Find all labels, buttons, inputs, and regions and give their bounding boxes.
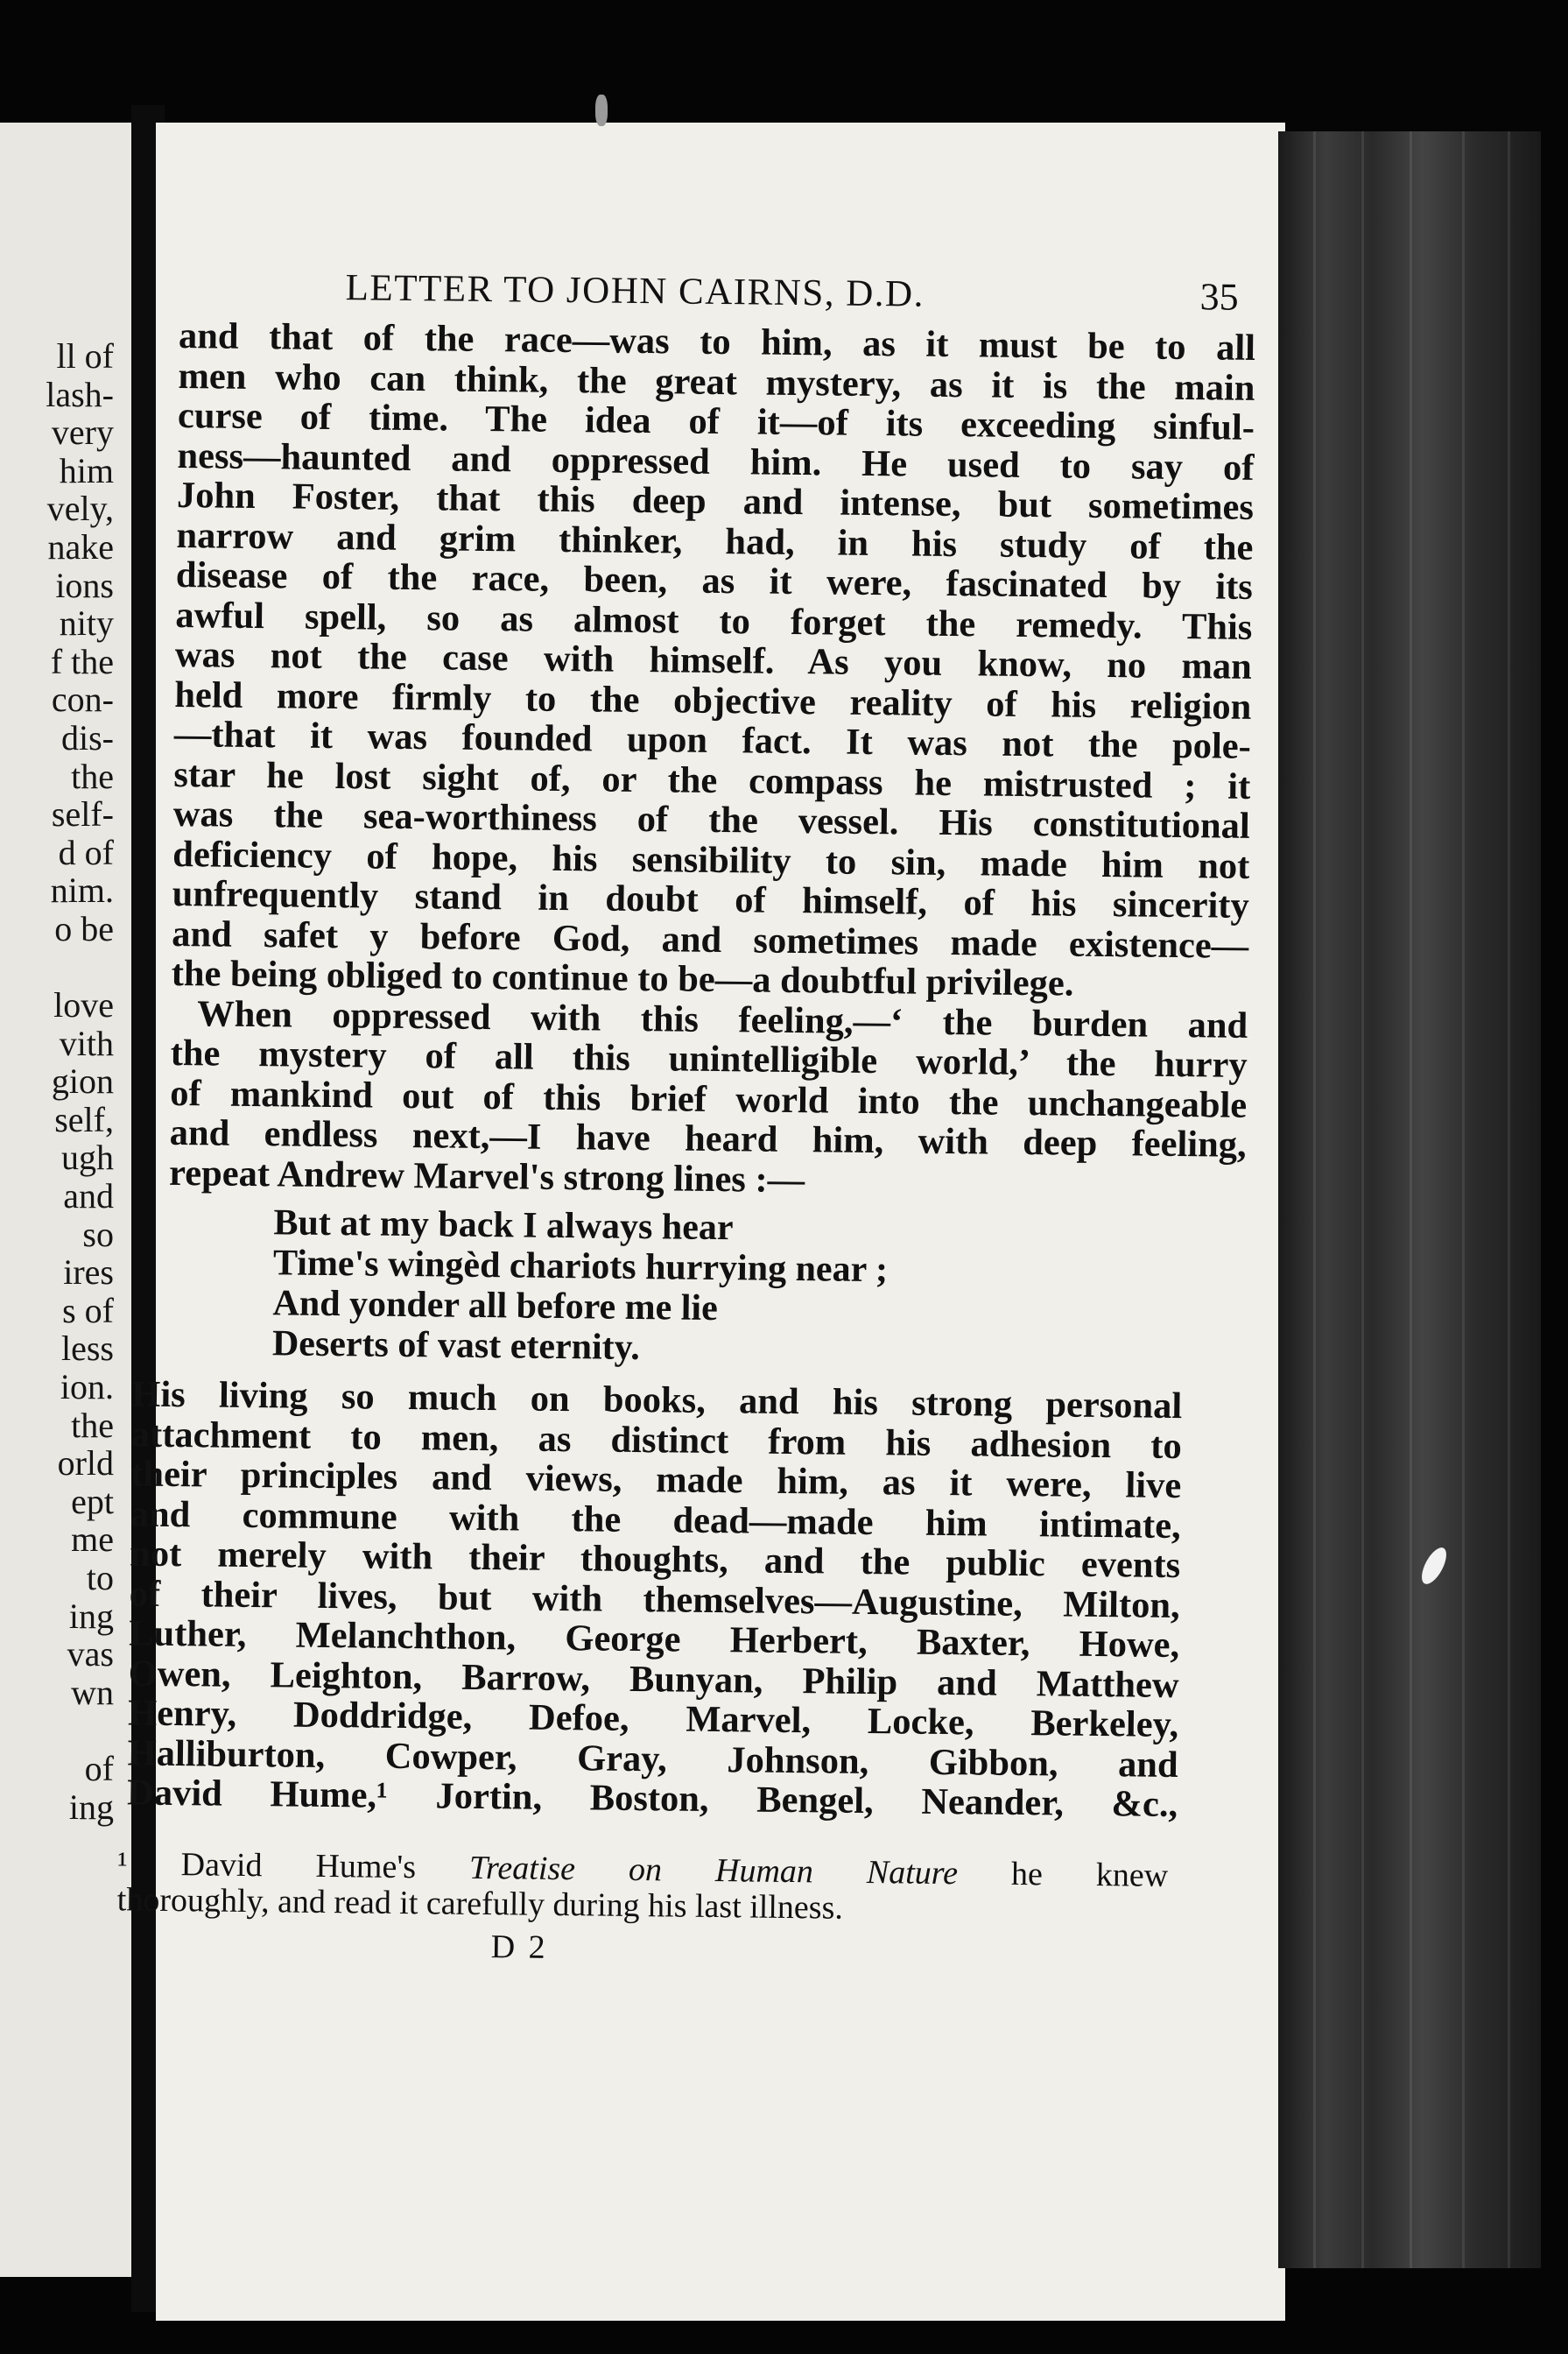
left-page-fragment: so — [82, 1214, 114, 1254]
para1-line: unfrequently stand in doubt of himself, of his sincerity — [172, 872, 1250, 927]
para1-line: and that of the race—was to him, as it must be to all — [178, 314, 1256, 369]
para2-line: of mankind out of this brief world into the unchangeable — [169, 1072, 1248, 1126]
left-page-fragment: ll of — [56, 336, 114, 376]
left-page-fragment: d of — [58, 832, 114, 872]
verse-quotation — [167, 1202, 1246, 1375]
left-page-fragment: vas — [67, 1634, 114, 1674]
left-page-fragment: ions — [55, 565, 114, 605]
para3-line: Owen, Leighton, Barrow, Bunyan, Philip and Matthew — [128, 1652, 1179, 1706]
para2-line: When oppressed with this feeling,—‘ the burden and — [197, 992, 1248, 1047]
left-page-fragment: gion — [51, 1061, 114, 1102]
paragraph-2 — [169, 993, 1248, 1204]
para3-line: attachment to men, as distinct from his adhesion to — [130, 1413, 1183, 1467]
left-page-fragment: s of — [62, 1290, 114, 1330]
left-page-fragment: nake — [47, 526, 114, 567]
left-page-fragment: lash- — [46, 374, 114, 414]
para3-line: of their lives, but with themselves—Augustine, Milton, — [129, 1572, 1180, 1626]
para1-line: was not the case with himself. As you know, no man — [174, 633, 1253, 687]
left-page-fragment: nim. — [50, 870, 114, 911]
para1-line: held more firmly to the objective reality of his religion — [174, 673, 1252, 728]
para1-line: men who can think, the great mystery, as it is the main — [178, 355, 1255, 409]
para1-line: the being obliged to continue to be—a doubtful privilege. — [171, 952, 1074, 1004]
verse-line: But at my back I always hear — [273, 1202, 734, 1249]
left-page-fragment: con- — [51, 680, 114, 720]
page-number: 35 — [1199, 275, 1239, 319]
para1-line: ness—haunted and oppressed him. He used to say of — [177, 434, 1255, 489]
para1-line: narrow and grim thinker, had, in his study of the — [176, 514, 1254, 568]
left-page-fragment: of — [84, 1748, 114, 1788]
left-page-fragment: self, — [54, 1099, 114, 1139]
left-page-fragment: the — [71, 1405, 114, 1445]
left-page-fragment: ugh — [61, 1138, 114, 1178]
footnote-line-1: ¹ David Hume's Treatise on Human Nature he knew — [117, 1844, 1169, 1894]
left-page-fragment: self- — [51, 794, 114, 835]
footnote-line-2: thoroughly, and read it carefully during his last illness. — [116, 1880, 844, 1927]
paragraph-1 — [172, 316, 1256, 1005]
left-page-fragment: o be — [54, 908, 114, 948]
left-page-fragment: nity — [59, 603, 114, 644]
left-page-fragment: f the — [50, 641, 114, 681]
left-page-fragment: orld — [57, 1443, 114, 1484]
left-page-fragment — [0, 948, 114, 987]
page-edges — [1278, 131, 1541, 2268]
left-page-fragment: vith — [59, 1023, 114, 1063]
left-page-fragment: love — [53, 985, 114, 1025]
paragraph-3 — [127, 1374, 1183, 1824]
para3-line: David Hume,¹ Jortin, Boston, Bengel, Neander, &c., — [126, 1772, 1178, 1826]
left-page-fragments — [0, 337, 114, 1826]
para1-line: —that it was founded upon fact. It was not the pole- — [173, 713, 1252, 767]
left-page-fragment: him — [59, 450, 114, 490]
para1-line: awful spell, so as almost to forget the remedy. This — [175, 594, 1253, 648]
para1-line: John Foster, that this deep and intense, but sometimes — [176, 474, 1255, 528]
para2-line: the mystery of all this unintelligible world,’ the hurry — [170, 1032, 1248, 1086]
para3-line: and commune with the dead—made him intimate, — [130, 1492, 1181, 1547]
left-facing-page — [0, 123, 131, 2277]
para1-line: disease of the race, been, as it were, fascinated by its — [175, 553, 1254, 608]
left-page-fragment — [0, 1711, 114, 1750]
left-page-fragment: wn — [71, 1672, 114, 1712]
left-page-fragment: vely, — [46, 489, 114, 529]
left-page-fragment: ing — [68, 1596, 114, 1636]
para1-line: was the sea-worthiness of the vessel. His constitutional — [172, 793, 1251, 847]
para3-line: Halliburton, Cowper, Gray, Johnson, Gibbon, and — [127, 1731, 1178, 1786]
para3-line: Henry, Doddridge, Defoe, Marvel, Locke, Berkeley, — [127, 1692, 1179, 1746]
left-page-fragment: ept — [71, 1481, 114, 1521]
footnote — [116, 1846, 1168, 1974]
para1-line: curse of time. The idea of it—of its exceeding sinful- — [177, 394, 1255, 448]
verse-line: Time's wingèd chariots hurrying near ; — [272, 1243, 889, 1291]
para2-line: repeat Andrew Marvel's strong lines :— — [168, 1152, 805, 1201]
para2-line: and endless next,—I have heard him, with deep feeling, — [169, 1111, 1247, 1166]
para1-line: deficiency of hope, his sensibility to sin, made him not — [172, 833, 1250, 887]
left-page-fragment: to — [86, 1558, 114, 1597]
scan-smudge — [595, 95, 608, 126]
left-page-fragment: me — [71, 1519, 114, 1560]
page-text — [116, 263, 1256, 1974]
left-page-fragment: ion. — [60, 1367, 114, 1407]
para3-line: their principles and views, made him, as it were, live — [130, 1453, 1182, 1507]
left-page-fragment: and — [63, 1176, 114, 1216]
left-page-fragment: ires — [63, 1252, 114, 1293]
para3-line: not merely with their thoughts, and the public events — [130, 1533, 1181, 1587]
left-page-fragment: ing — [68, 1787, 114, 1827]
verse-line: Deserts of vast eternity. — [271, 1323, 641, 1369]
left-page-fragment: the — [71, 756, 114, 796]
verse-line: And yonder all before me lie — [272, 1283, 719, 1329]
left-page-fragment: dis- — [61, 717, 114, 758]
para1-line: and safet y before God, and sometimes made existence— — [172, 913, 1249, 967]
running-title: LETTER TO JOHN CAIRNS, D.D. — [345, 267, 925, 315]
para3-line: His living so much on books, and his strong personal — [131, 1373, 1183, 1427]
para1-line: star he lost sight of, or the compass he mistrusted ; it — [173, 753, 1251, 807]
signature-mark: D 2 — [490, 1928, 548, 1966]
para3-line: Luther, Melanchthon, George Herbert, Baxter, Howe, — [128, 1612, 1180, 1667]
left-page-fragment: less — [61, 1329, 114, 1369]
left-page-fragment: very — [51, 412, 114, 453]
